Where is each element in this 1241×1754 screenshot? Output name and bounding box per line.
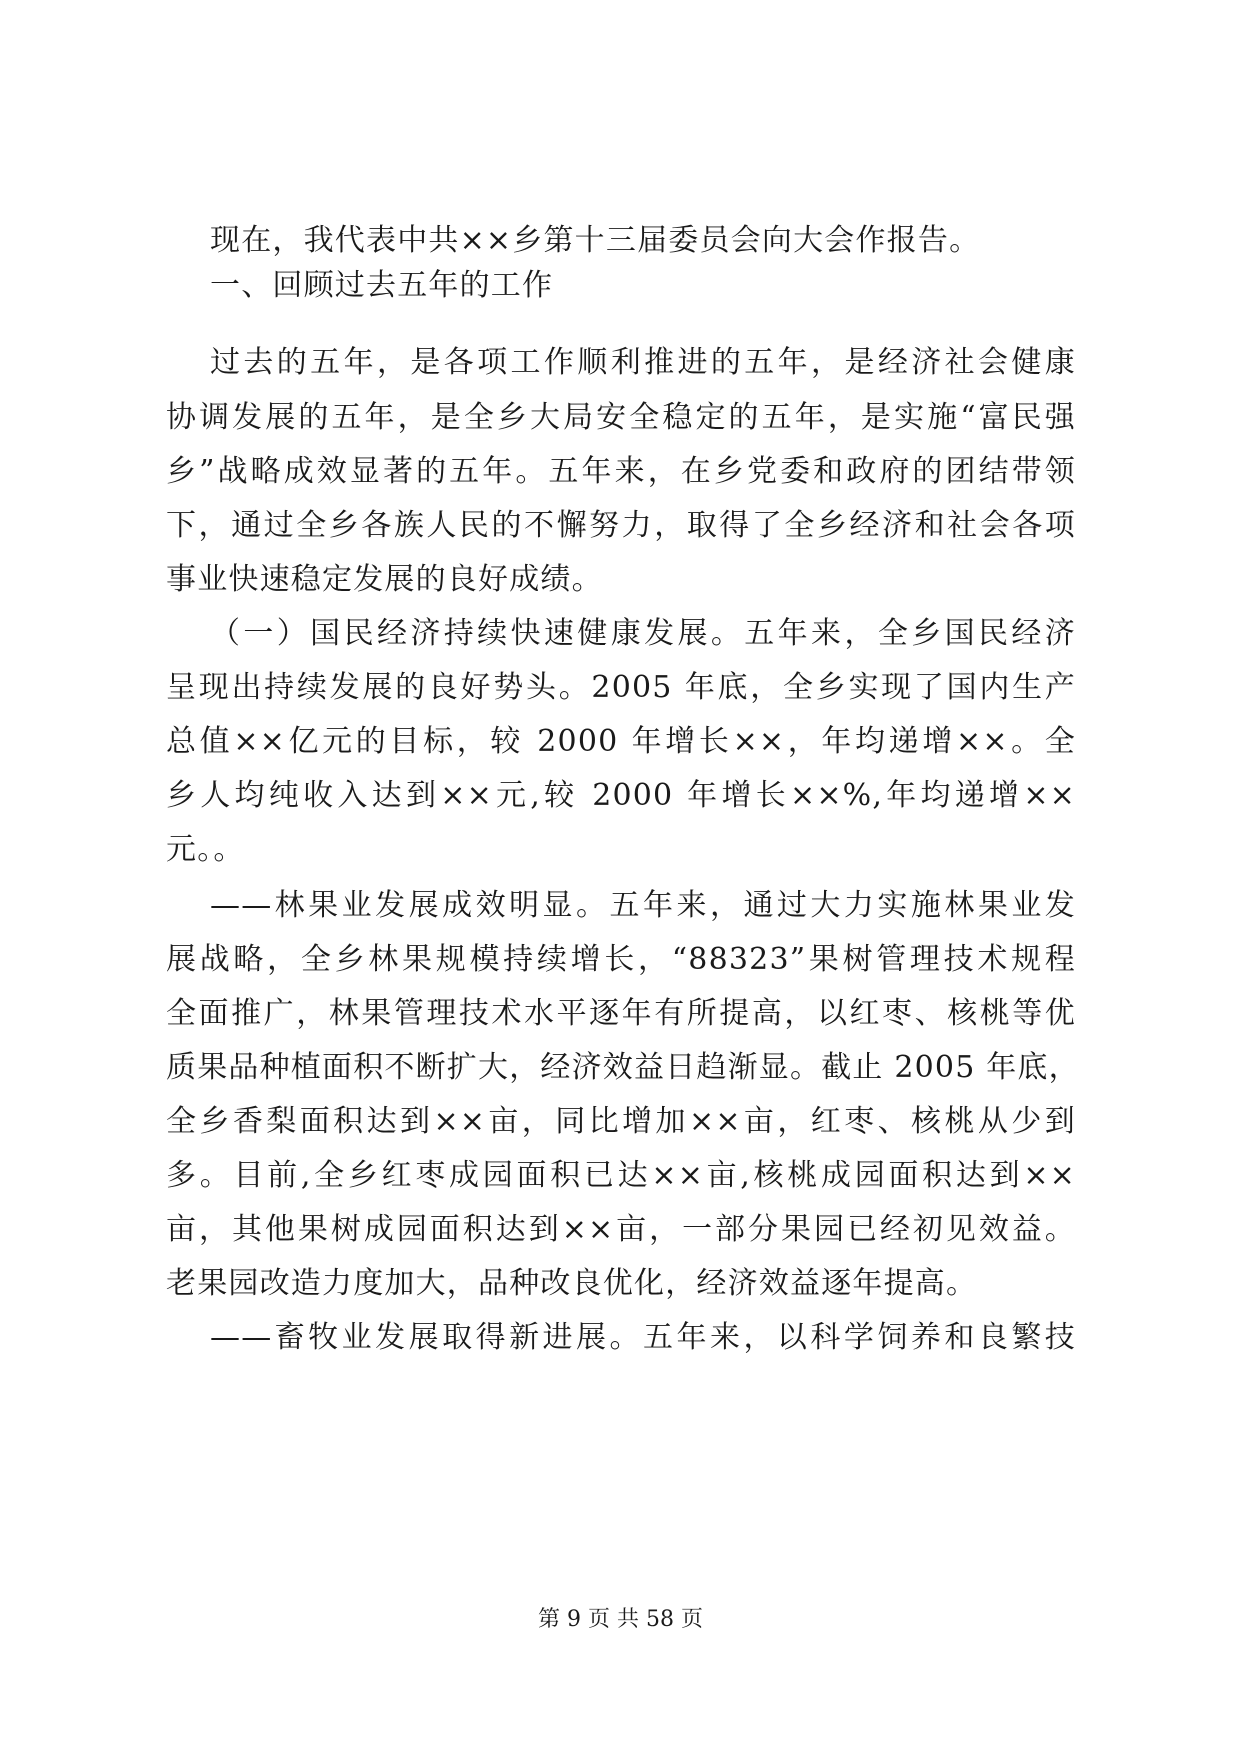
page-footer: 第 9 页 共 58 页 [538, 1607, 703, 1632]
text-line: ——畜牧业发展取得新进展。五年来，以科学饲养和良繁技 [210, 1320, 1076, 1355]
text-line: 现在，我代表中共××乡第十三届委员会向大会作报告。 [210, 223, 981, 258]
text-line: 下，通过全乡各族人民的不懈努力，取得了全乡经济和社会各项 [166, 508, 1076, 543]
text-line: 呈现出持续发展的良好势头。2005 年底，全乡实现了国内生产 [166, 670, 1076, 705]
subsection-heading: （一）国民经济持续快速健康发展。五年来，全乡国民经济 [210, 616, 1076, 651]
text-line: 总值××亿元的目标，较 2000 年增长××，年均递增××。全 [166, 724, 1076, 759]
text-line: 亩，其他果树成园面积达到××亩，一部分果园已经初见效益。 [166, 1212, 1076, 1247]
text-line: 全乡香梨面积达到××亩，同比增加××亩，红枣、核桃从少到 [166, 1104, 1076, 1139]
text-line: 多。目前,全乡红枣成园面积已达××亩,核桃成园面积达到×× [166, 1158, 1076, 1193]
text-line: 老果园改造力度加大，品种改良优化，经济效益逐年提高。 [166, 1266, 978, 1301]
text-line: 事业快速稳定发展的良好成绩。 [166, 562, 603, 597]
text-line: 乡人均纯收入达到××元,较 2000 年增长××%,年均递增×× [166, 778, 1076, 813]
text-line: 展战略，全乡林果规模持续增长，“88323”果树管理技术规程 [166, 942, 1076, 977]
text-line: ——林果业发展成效明显。五年来，通过大力实施林果业发 [210, 888, 1076, 923]
section-heading: 一、回顾过去五年的工作 [210, 268, 554, 303]
text-line: 全面推广，林果管理技术水平逐年有所提高，以红枣、核桃等优 [166, 996, 1076, 1031]
text-line: 乡”战略成效显著的五年。五年来，在乡党委和政府的团结带领 [166, 454, 1076, 489]
text-line: 过去的五年，是各项工作顺利推进的五年，是经济社会健康 [210, 345, 1076, 380]
text-line: 质果品种植面积不断扩大，经济效益日趋渐显。截止 2005 年底， [166, 1050, 1080, 1085]
text-line: 元。。 [166, 832, 245, 867]
text-line: 协调发展的五年，是全乡大局安全稳定的五年，是实施“富民强 [166, 400, 1076, 435]
